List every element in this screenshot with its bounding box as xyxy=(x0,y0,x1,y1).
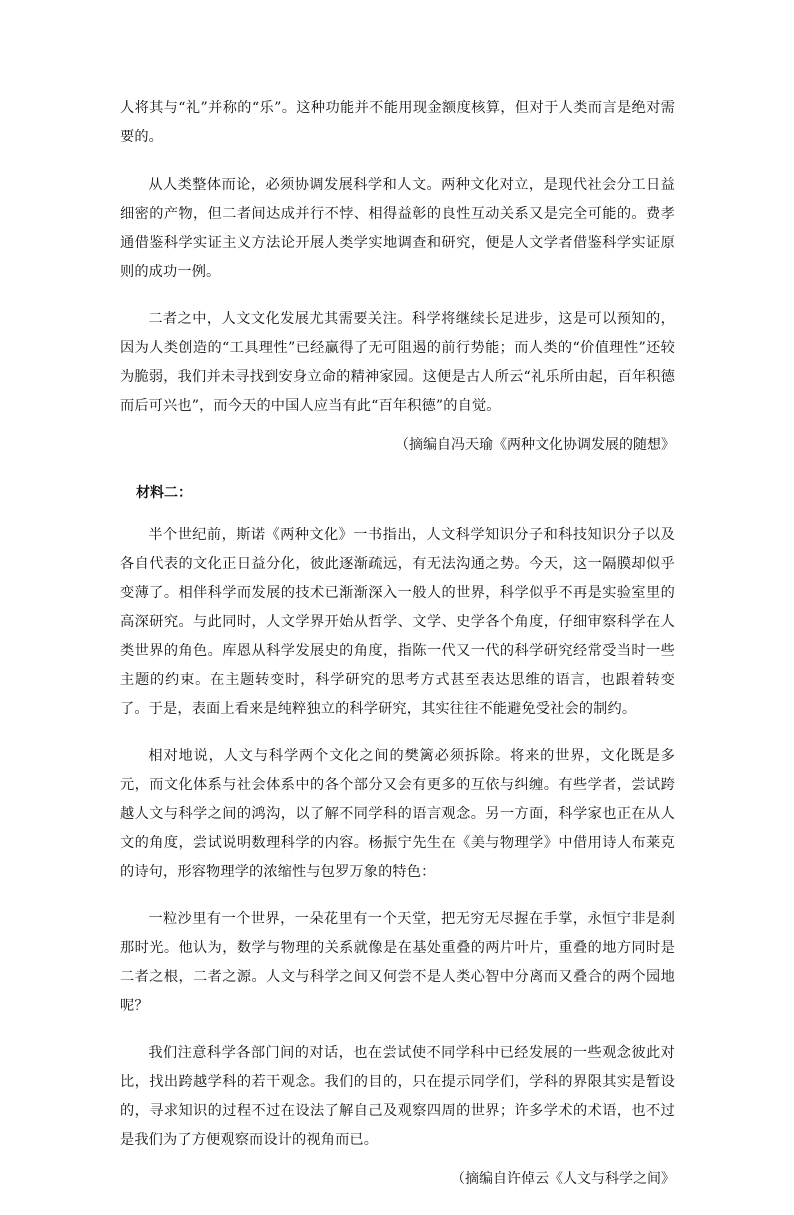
paragraph: 从人类整体而论，必须协调发展科学和人文。两种文化对立，是现代社会分工日益细密的产物，但二者间达成并行不悖、相得益彰的良性互动关系又是完全可能的。费孝通借鉴科学实证主义方法论开展人类学实地调查和研究，便是人文学者借鉴科学实证原则的成功一例。 xyxy=(120,177,675,280)
section-heading: 材料二： xyxy=(136,485,192,501)
source-citation: （摘编自许倬云《人文与科学之间》 xyxy=(451,1171,675,1187)
material-one-section xyxy=(120,94,675,457)
paragraph: 一粒沙里有一个世界，一朵花里有一个天堂，把无穷无尽握在手掌，永恒宁非是刹那时光。他认为，数学与物理的关系就像是在基处重叠的两片叶片，重叠的地方同时是二者之根，二者之源。人文与科学之间又何尝不是人类心智中分离而又叠合的两个园地呢？ xyxy=(120,911,675,1014)
source-citation: （摘编自冯天瑜《两种文化协调发展的随想》 xyxy=(395,437,675,453)
paragraph: 人将其与“礼”并称的“乐”。这种功能并不能用现金额度核算，但对于人类而言是绝对需要的。 xyxy=(120,100,675,145)
material-two-section xyxy=(120,481,675,1191)
document-body xyxy=(120,94,675,1215)
paragraph: 我们注意科学各部门间的对话，也在尝试使不同学科中已经发展的一些观念彼此对比，找出跨越学科的若干观念。我们的目的，只在提示同学们，学科的界限其实是暂设的，寻求知识的过程不过在设法了解自己及观察四周的世界；许多学术的术语，也不过是我们为了方便观察而设计的视角而已。 xyxy=(120,1045,675,1148)
paragraph: 二者之中，人文文化发展尤其需要关注。科学将继续长足进步，这是可以预知的，因为人类创造的“工具理性”已经赢得了无可阻遏的前行势能；而人类的“价值理性”还较为脆弱，我们并未寻找到安身立命的精神家园。这便是古人所云“礼乐所由起，百年积德而后可兴也”，而今天的中国人应当有此“百年积德”的自觉。 xyxy=(120,311,675,414)
paragraph: 相对地说，人文与科学两个文化之间的樊篱必须拆除。将来的世界，文化既是多元，而文化体系与社会体系中的各个部分又会有更多的互依与纠缠。有些学者，尝试跨越人文与科学之间的鸿沟，以了解不同学科的语言观念。另一方面，科学家也正在从人文的角度，尝试说明数理科学的内容。杨振宁先生在《美与物理学》中借用诗人布莱克的诗句，形容物理学的浓缩性与包罗万象的特色： xyxy=(120,748,675,880)
paragraph: 半个世纪前，斯诺《两种文化》一书指出，人文科学知识分子和科技知识分子以及各自代表的文化正日益分化，彼此逐渐疏远，有无法沟通之势。今天，这一隔膜却似乎变薄了。相伴科学而发展的技术已渐渐深入一般人的世界，科学似乎不再是实验室里的高深研究。与此同时，人文学界开始从哲学、文学、史学各个角度，仔细审察科学在人类世界的角色。库恩从科学发展史的角度，指陈一代又一代的科学研究经常受当时一些主题的约束。在主题转变时，科学研究的思考方式甚至表达思维的语言，也跟着转变了。于是，表面上看来是纯粹独立的科学研究，其实往往不能避免受社会的制约。 xyxy=(120,527,675,717)
